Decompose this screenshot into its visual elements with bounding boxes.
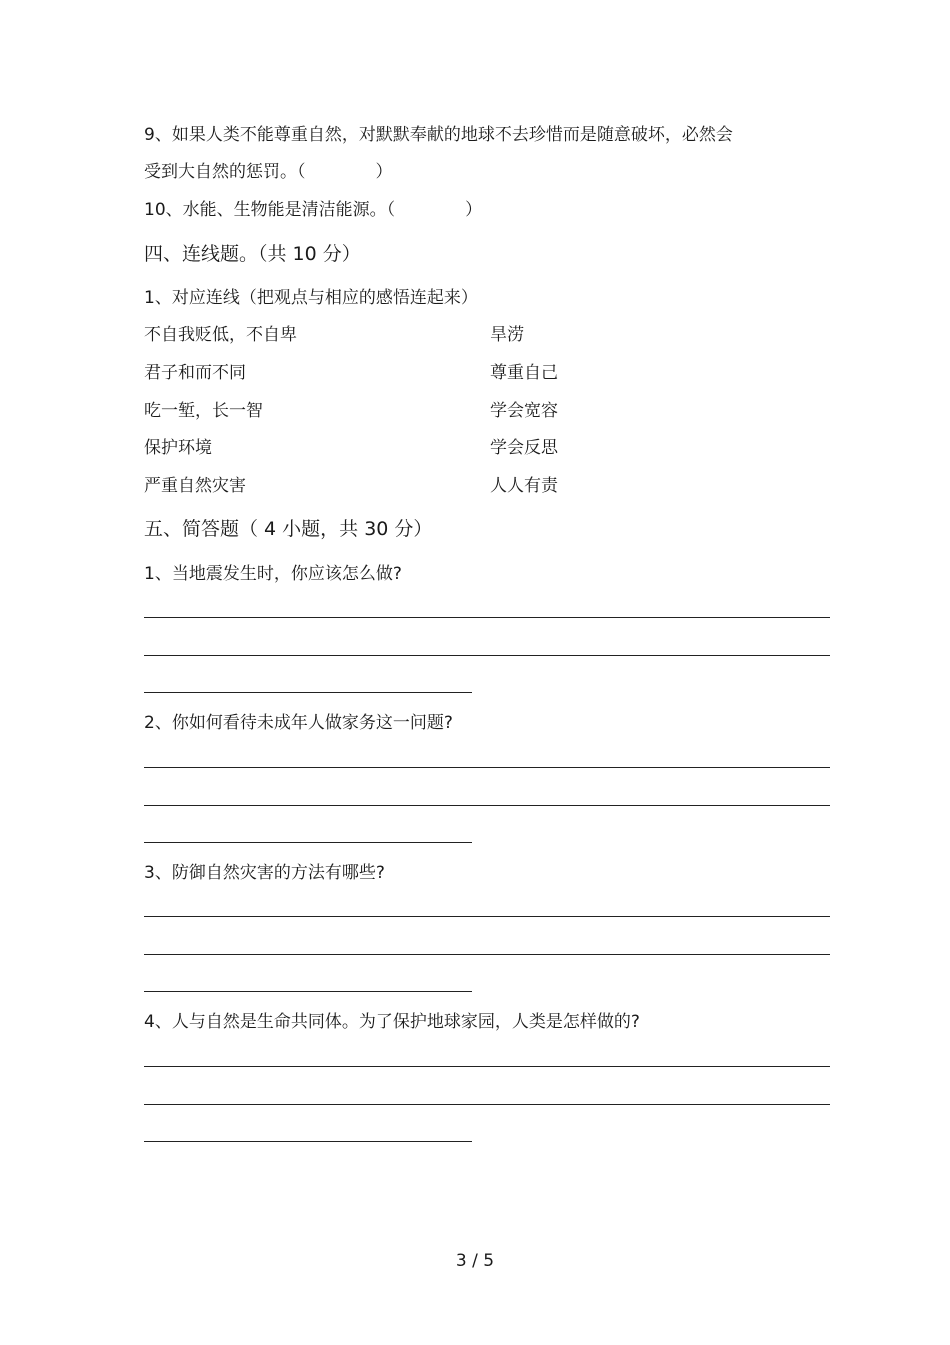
short-answer-question-1: 1、当地震发生时，你应该怎么做? [144,564,402,584]
match-left-item: 严重自然灾害 [144,476,246,496]
question-10-close: ） [465,200,483,220]
question-9-close: ） [375,162,393,182]
question-10-text: 10、水能、生物能是清洁能源。（ [144,200,396,220]
section-5-title: 五、简答题（ 4 小题，共 30 分） [144,518,433,540]
match-left-item: 不自我贬低，不自卑 [144,325,297,345]
match-right-item: 人人有责 [490,476,558,496]
answer-line[interactable] [144,655,830,656]
answer-line[interactable] [144,842,472,843]
question-9-text: 受到大自然的惩罚。（ [144,162,306,182]
short-answer-question-4: 4、人与自然是生命共同体。为了保护地球家园，人类是怎样做的? [144,1012,640,1032]
answer-line[interactable] [144,805,830,806]
page-number: 3 / 5 [455,1251,495,1271]
answer-line[interactable] [144,916,830,917]
answer-line[interactable] [144,1104,830,1105]
section-4-title: 四、连线题。（共 10 分） [144,243,361,265]
match-left-item: 吃一堑，长一智 [144,401,263,421]
question-9-line-1: 9、如果人类不能尊重自然，对默默奉献的地球不去珍惜而是随意破坏，必然会 [144,125,733,145]
match-right-item: 尊重自己 [490,363,558,383]
answer-line[interactable] [144,767,830,768]
short-answer-question-3: 3、防御自然灾害的方法有哪些? [144,863,385,883]
answer-line[interactable] [144,1066,830,1067]
answer-line[interactable] [144,991,472,992]
question-10 [144,199,482,221]
match-right-item: 学会宽容 [490,401,558,421]
short-answer-question-2: 2、你如何看待未成年人做家务这一问题? [144,713,453,733]
match-left-item: 保护环境 [144,438,212,458]
answer-line[interactable] [144,692,472,693]
answer-line[interactable] [144,617,830,618]
answer-line[interactable] [144,1141,472,1142]
answer-line[interactable] [144,954,830,955]
match-right-item: 学会反思 [490,438,558,458]
match-right-item: 旱涝 [490,325,524,345]
match-left-item: 君子和而不同 [144,363,246,383]
question-9-line-2 [144,161,393,183]
section-4-question-1: 1、对应连线（把观点与相应的感悟连起来） [144,288,478,308]
